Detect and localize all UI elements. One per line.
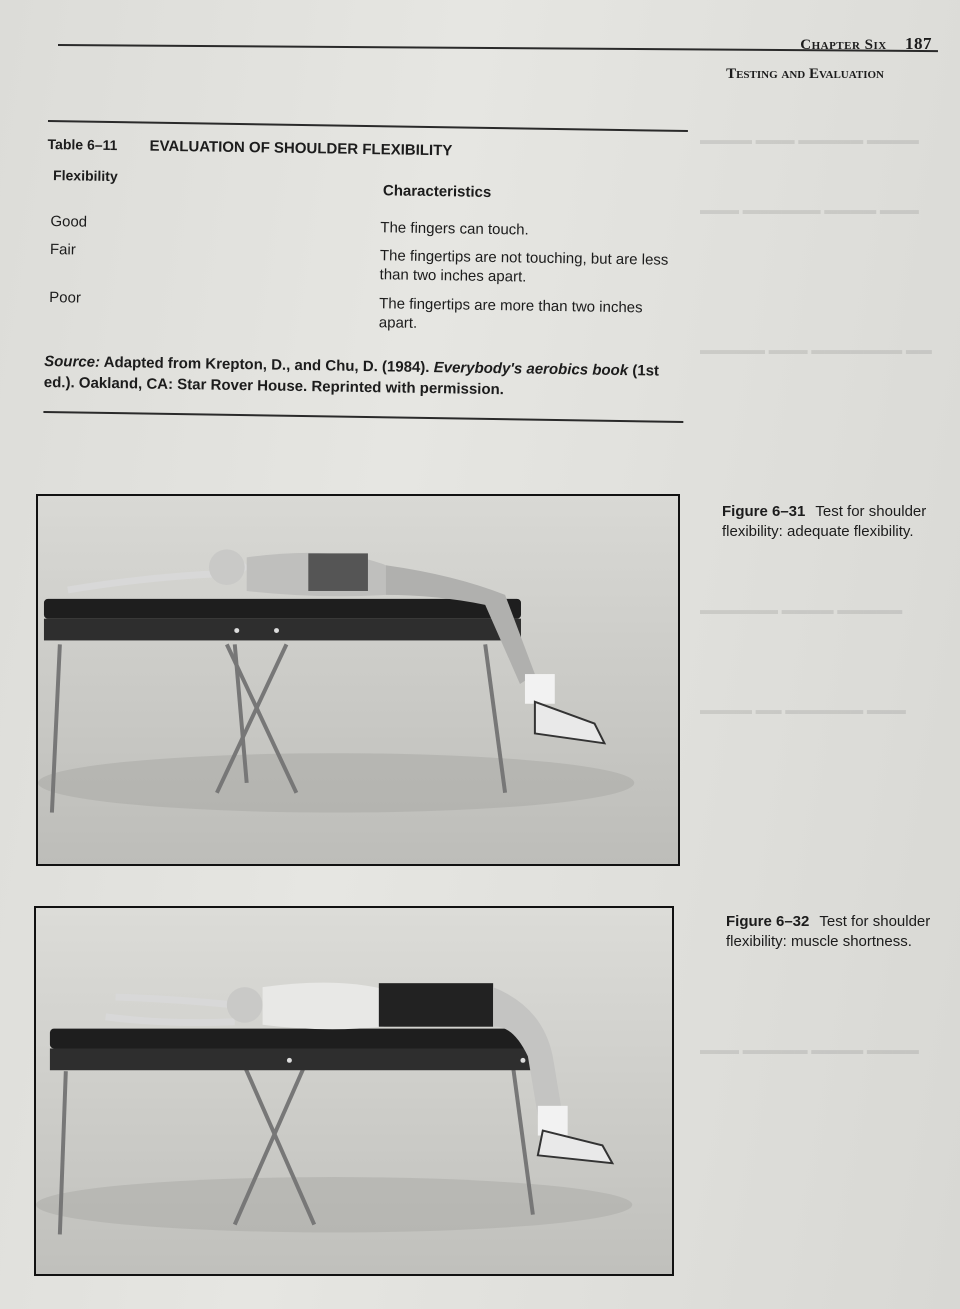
table-body [45, 213, 687, 339]
figure-6-31-photo [36, 494, 680, 866]
table-label: Table 6–11 [47, 135, 118, 154]
source-citation: Adapted from Krepton, D., and Chu, D. (1984). [103, 353, 430, 377]
flexibility-table [43, 120, 688, 423]
table-title [47, 136, 687, 163]
flexibility-cell: Poor [49, 289, 82, 307]
book-page: ▬▬▬▬ ▬▬▬ ▬▬▬▬▬ ▬▬▬▬ ▬▬▬ ▬▬▬▬▬▬ ▬▬▬▬ ▬▬▬ ▬▬▬▬▬ ▬▬▬ ▬▬▬▬▬▬▬ ▬▬ ▬▬▬▬▬▬ ▬▬▬▬ ▬▬▬▬▬ ▬▬▬▬ ▬▬ ▬▬▬▬▬▬ ▬▬▬ ▬▬▬ ▬▬▬▬▬ ▬▬▬▬ ▬▬▬▬ Chapter Six 187 Testing and Evaluation Table 6–11 EVALUATION OF SHOULDER FLEXIBILITY Flexibility Characteristics Good The fingers can touch. Fair The fingertips are not touching, but are less than two inches apart. Poor The fingertips are more than two inches apart. Source: Adapted from Krepton, D., and Chu, D. (1984). Everybody's aerobics book (1st ed.). Oakland, CA: Star Rover House. Reprinted with permission. Figure 6–31 Test for shoulder flexibility: adequate flexibility. Figure 6–32 Test for shoulder flexibility: muscle shortness. [0, 0, 960, 1309]
figure-label: Figure 6–31 [722, 503, 806, 520]
figure-6-31-caption [722, 502, 948, 542]
table-heading: EVALUATION OF SHOULDER FLEXIBILITY [149, 137, 453, 160]
table-source-note [44, 351, 685, 403]
figure-6-32-photo [34, 906, 674, 1276]
section-title: Testing and Evaluation [726, 66, 884, 82]
figure-6-32-caption [726, 912, 952, 952]
column-header-characteristics: Characteristics [382, 182, 492, 201]
characteristics-cell: The fingers can touch. [380, 219, 529, 239]
table-bottom-rule [43, 411, 683, 423]
source-publisher: (1st ed.). Oakland, CA: Star Rover House. Reprinted with permission. [43, 362, 660, 399]
source-book-title: Everybody's aerobics book [433, 359, 629, 380]
flexibility-cell: Fair [49, 241, 76, 259]
chapter-label: Chapter Six [800, 37, 887, 53]
characteristics-cell: The fingertips are more than two inches apart. [378, 295, 643, 332]
muscle-shortness-illustration [36, 908, 672, 1274]
flexibility-cell: Good [50, 213, 88, 231]
figure-caption-text: Test for shoulder flexibility: adequate flexibility. [722, 503, 927, 540]
adequate-flexibility-illustration [38, 496, 678, 864]
figure-caption-text: Test for shoulder flexibility: muscle shortness. [726, 913, 931, 950]
source-label: Source: [44, 352, 101, 371]
table-top-rule [48, 120, 688, 132]
characteristics-cell: The fingertips are not touching, but are less than two inches apart. [379, 247, 669, 286]
running-head [800, 34, 932, 54]
figure-label: Figure 6–32 [726, 913, 810, 930]
column-header-flexibility: Flexibility [53, 167, 118, 185]
page-number: 187 [905, 34, 932, 53]
